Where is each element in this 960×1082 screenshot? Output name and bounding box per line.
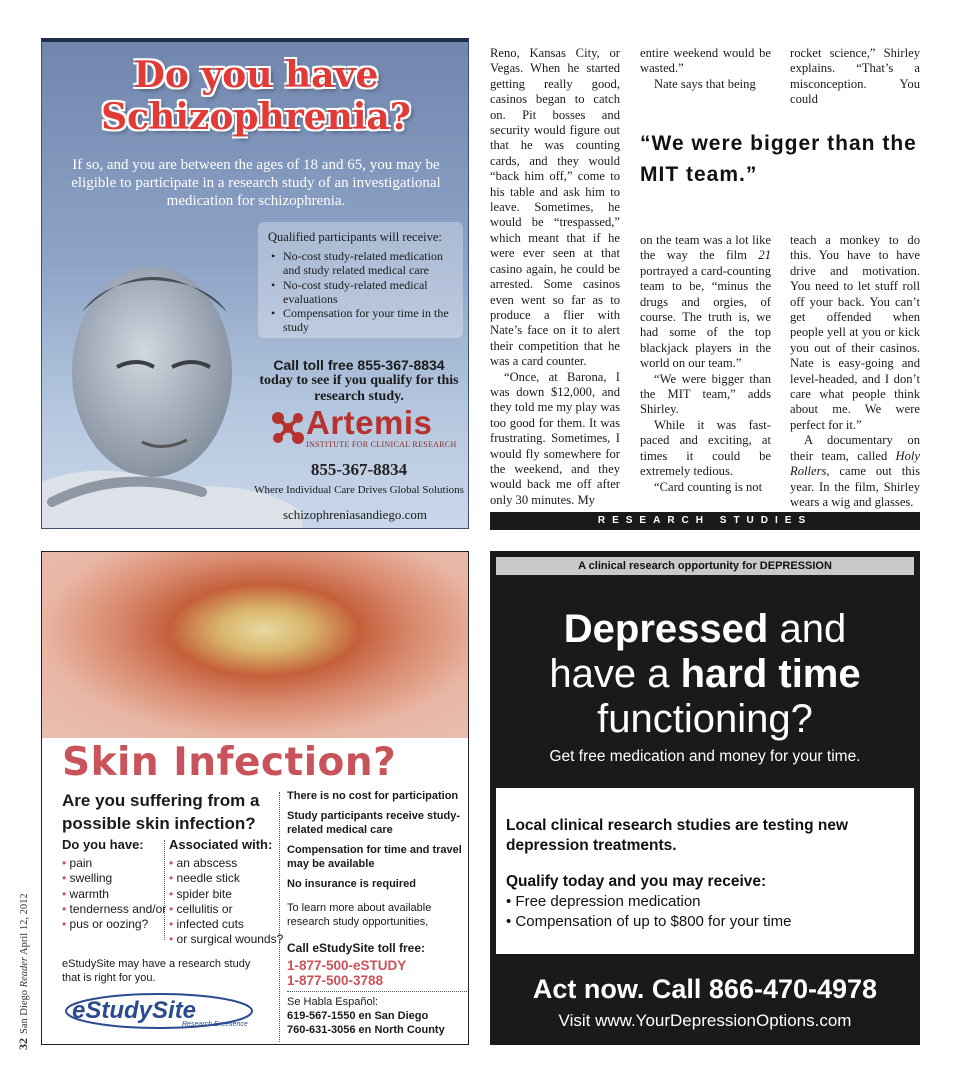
issue-date: April 12, 2012 xyxy=(19,893,30,957)
ad-note: eStudySite may have a research study that is right for you. xyxy=(62,958,251,984)
benefit-item: • Compensation for your time in the study xyxy=(268,306,453,335)
symptom-item: • warmth xyxy=(62,887,166,902)
skin-infection-ad xyxy=(41,551,469,1045)
ad-headline xyxy=(490,607,920,742)
info-line: No insurance is required xyxy=(287,878,416,890)
ad-headline: Skin Infection? xyxy=(62,740,397,785)
film-title: 21 xyxy=(758,248,771,263)
associated-item: • infected cuts xyxy=(169,917,283,932)
associated-heading: Associated with: xyxy=(169,837,273,852)
logo-wordmark: eStudySite xyxy=(72,997,197,1024)
headline-bold: Depressed xyxy=(563,607,769,651)
article-column-1 xyxy=(490,46,620,508)
benefit-item: • No-cost study-related medication and study related medical care xyxy=(268,249,453,278)
symptom-item: • pain xyxy=(62,856,166,871)
benefit-item: • No-cost study-related medical evaluations xyxy=(268,278,453,307)
symptoms-list xyxy=(62,856,166,932)
symptom-item: • tenderness and/or xyxy=(62,902,166,917)
publication-name: San Diego xyxy=(19,987,30,1034)
article-paragraph: entire weekend would be wasted.” xyxy=(640,46,771,76)
ad-right-column xyxy=(287,789,467,1037)
article-text: , came out this year. In the film, Shirley wears a wig and glasses. xyxy=(790,464,920,509)
associated-item: • an abscess xyxy=(169,856,283,871)
associated-item: • needle stick xyxy=(169,871,283,886)
logo-subtitle: INSTITUTE FOR CLINICAL RESEARCH xyxy=(306,440,457,449)
qualify-heading: Qualify today and you may receive: xyxy=(506,873,767,890)
tagline: Where Individual Care Drives Global Solutions xyxy=(254,484,464,496)
benefits-list xyxy=(506,892,904,932)
phone-number: 1-877-500-3788 xyxy=(287,973,384,988)
documentary-title: Holy Rollers xyxy=(790,448,920,479)
article-paragraph: teach a monkey to do this. You have to have drive and motivation. You need to let stuff roll off your back. You can’t get offended when people yell at you or kick you out of their casinos. Nate is easy-going and level-headed, and I don’t care what people think about me. We were perfect for it.” xyxy=(790,233,920,432)
benefit-item: • Free depression medication xyxy=(506,892,904,912)
info-line: Study participants receive study-related medical care xyxy=(287,810,460,836)
local-studies-text: Local clinical research studies are testing new depression treatments. xyxy=(506,817,848,854)
page-number: 32 xyxy=(16,1038,30,1050)
phone-north-county: 760-631-3056 en North County xyxy=(287,1024,445,1036)
article-paragraph xyxy=(790,433,920,510)
skin-infection-photo xyxy=(42,552,469,738)
schizophrenia-ad xyxy=(41,38,469,529)
pull-quote: “We were bigger than the MIT team.” xyxy=(640,132,917,186)
article-text: on the team was a lot like the way the film xyxy=(640,233,771,263)
divider xyxy=(287,991,467,992)
call-to-action xyxy=(254,357,464,405)
article-column-3-bottom xyxy=(790,233,920,510)
associated-item: • cellulitis or xyxy=(169,902,283,917)
symptom-item: • pus or oozing? xyxy=(62,917,166,932)
benefits-list xyxy=(268,249,453,335)
ad-subheadline: Get free medication and money for your time. xyxy=(549,748,861,765)
molecule-icon xyxy=(270,410,306,446)
estudysite-logo xyxy=(64,992,254,1030)
phone-san-diego: 619-567-1550 en San Diego xyxy=(287,1010,429,1022)
phone-vanity: 1-877-500-eSTUDY xyxy=(287,958,407,973)
website-url[interactable]: schizophreniasandiego.com xyxy=(282,507,428,522)
ad-banner: A clinical research opportunity for DEPRESSION xyxy=(496,557,914,575)
headline-text: have a xyxy=(549,652,681,696)
article-paragraph: “Once, at Barona, I was down $12,000, and they told me my play was too good for them. It was frustrating. Sometimes, I would fly somewhere for the weekend, and they would back me off after only 30 minutes. My xyxy=(490,369,620,507)
article-paragraph: While it was fast-paced and exciting, at times it could be extremely tedious. xyxy=(640,417,771,479)
logo-wordmark: Artemis xyxy=(306,404,433,441)
symptoms-heading: Do you have: xyxy=(62,837,144,852)
info-line: There is no cost for participation xyxy=(287,790,459,802)
website-url[interactable]: Visit www.YourDepressionOptions.com xyxy=(558,1011,852,1030)
associated-list xyxy=(169,856,283,948)
article-paragraph xyxy=(640,233,771,372)
call-heading: Call eStudySite toll free: xyxy=(287,941,426,955)
article-text: A documentary on their team, called xyxy=(790,433,920,463)
ad-headline: Do you have Schizophrenia? xyxy=(101,54,411,138)
benefit-item: • Compensation of up to $800 for your time xyxy=(506,912,904,932)
associated-item: • spider bite xyxy=(169,887,283,902)
spanish-line: Se Habla Español: xyxy=(287,996,379,1008)
associated-item: • or surgical wounds? xyxy=(169,932,283,947)
article-paragraph: Nate says that being xyxy=(654,76,756,91)
toll-free-line: Call toll free 855-367-8834 xyxy=(273,357,445,373)
headline-text: functioning? xyxy=(597,697,813,741)
headline-text: and xyxy=(768,607,847,651)
article-column-3-top xyxy=(790,46,920,108)
article-paragraph: rocket science,” Shirley explains. “That’s a misconception. You could xyxy=(790,46,920,107)
page-folio xyxy=(16,893,31,1050)
logo-tagline: Research Excellence xyxy=(182,1021,248,1028)
section-header-bar: RESEARCH STUDIES xyxy=(490,512,920,530)
ad-intro: If so, and you are between the ages of 18 and 65, you may be eligible to participate in a research study of an investigational medication for schizophrenia. xyxy=(71,157,441,209)
article-column-2-bottom xyxy=(640,233,771,495)
benefits-box xyxy=(258,222,463,338)
qualify-line: today to see if you qualify for this research study. xyxy=(259,373,459,404)
article-paragraph: “We were bigger than the MIT team,” adds Shirley. xyxy=(640,371,771,417)
article-text: portrayed a card-counting team to be, “minus the drugs and orgies, of course. The truth is, we had some of the top blackjack players in the world on our team.” xyxy=(640,263,771,371)
depression-ad xyxy=(490,551,920,1045)
symptom-item: • swelling xyxy=(62,871,166,886)
article-paragraph: “Card counting is not xyxy=(654,479,763,494)
phone-number: 855-367-8834 xyxy=(310,460,408,479)
info-box xyxy=(496,788,914,954)
learn-more-text: To learn more about available research study opportunities, xyxy=(287,902,432,928)
benefits-heading: Qualified participants will receive: xyxy=(268,230,442,244)
article-column-2-top xyxy=(640,46,771,92)
info-line: Compensation for time and travel may be available xyxy=(287,844,462,870)
article-paragraph: Reno, Kansas City, or Vegas. When he started getting really good, casinos began to catch on. Pit bosses and security would figure out that he was counting cards, and they would “back him off,” come to his table and ask him to leave. Sometimes, he would be “trespassed,” which meant that if he were ever seen at that casino again, he could be arrested. Some casinos even went so far as to produce a flier with Nate’s face on it to alert their competition that he was a card counter. xyxy=(490,46,620,369)
ad-question: Are you suffering from a possible skin infection? xyxy=(62,791,260,833)
artemis-logo xyxy=(270,404,469,454)
publication-name-italic: Reader xyxy=(19,957,30,988)
headline-bold: hard time xyxy=(680,652,861,696)
call-to-action: Act now. Call 866-470-4978 xyxy=(532,974,878,1004)
